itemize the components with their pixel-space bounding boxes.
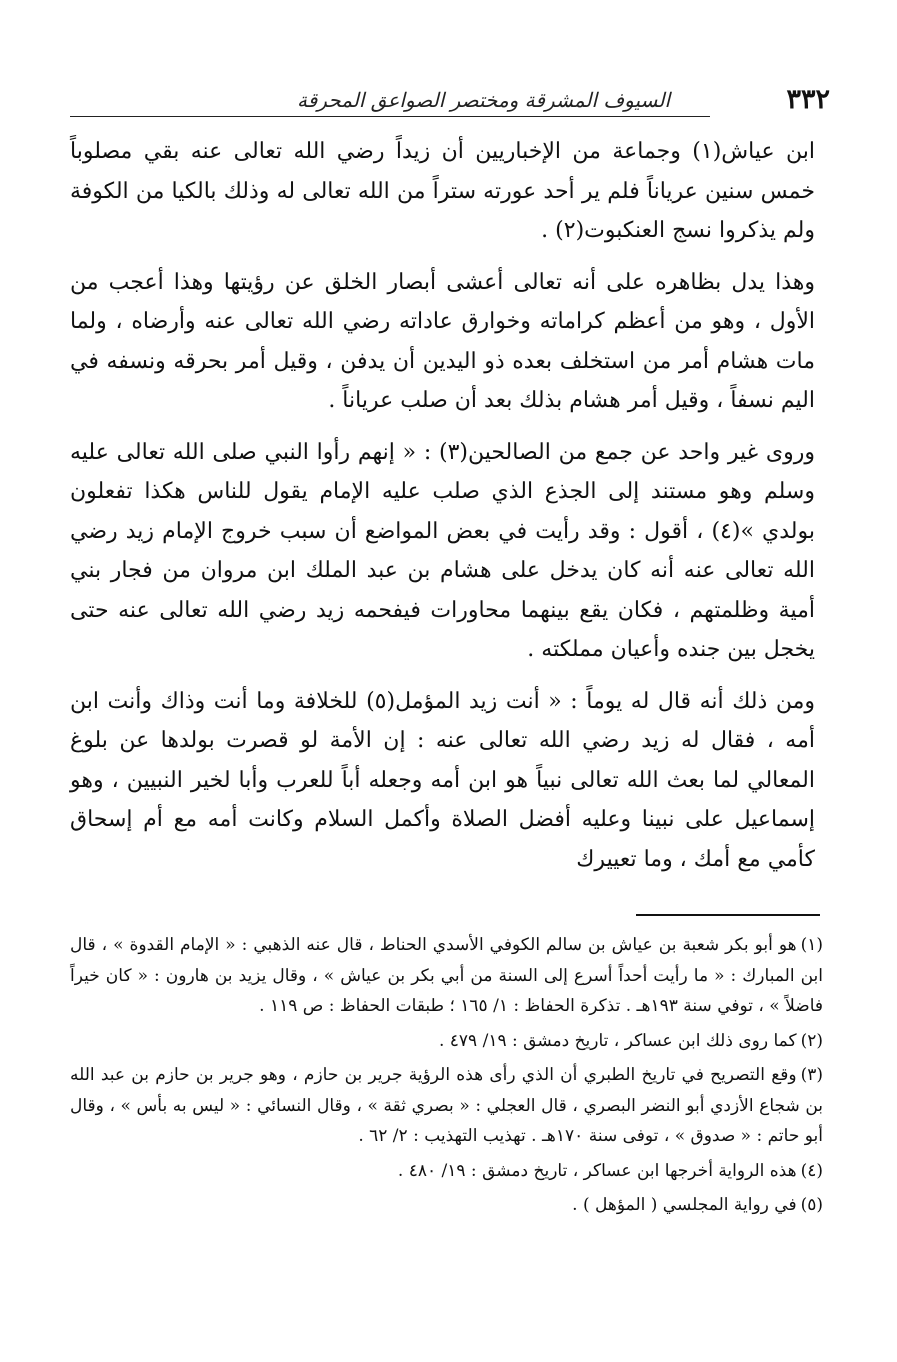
page-header bbox=[60, 84, 830, 120]
footnote bbox=[70, 930, 823, 1022]
paragraph: وروى غير واحد عن جمع من الصالحين(٣) : « إنهم رأوا النبي صلى الله تعالى عليه وسلم وهو مستند إلى الجذع الذي صلب عليه الإمام يقول للناس هكذا تفعلون بولدي »(٤) ، أقول : وقد رأيت في بعض المواضع أن سبب خروج الإمام زيد رضي الله تعالى عنه أنه كان يدخل على هشام بن عبد الملك ابن مروان من فجار بني أمية وظلمتهم ، فكان يقع بينهما محاورات فيفحمه زيد رضي الله تعالى عنه حتى يخجل بين جنده وأعيان مملكته . bbox=[70, 439, 815, 662]
footnote-rule bbox=[636, 914, 820, 916]
footnote-number: (٤) bbox=[800, 1160, 823, 1181]
footnote bbox=[70, 1060, 823, 1152]
paragraph: ومن ذلك أنه قال له يوماً : « أنت زيد المؤمل(٥) للخلافة وما أنت وذاك وأنت ابن أمه ، فقال له زيد رضي الله تعالى عنه : إن الأمة لو قصرت بولدها عن بلوغ المعالي لما بعث الله تعالى نبياً هو ابن أمه وجعله أباً للعرب وأبا لخير النبيين ، وهو إسماعيل على نبينا وعليه أفضل الصلاة وأكمل السلام وكانت أمه مع أم إسحاق كأمي مع أمك ، وما تعييرك bbox=[70, 688, 815, 872]
paragraph: ابن عياش(١) وجماعة من الإخباريين أن زيداً رضي الله تعالى عنه بقي مصلوباً خمس سنين عرياناً فلم ير أحد عورته ستراً من الله تعالى له وذلك بالكيا من الكوفة ولم يذكروا نسج العنكبوت(٢) . bbox=[70, 139, 815, 243]
footnote-text: في رواية المجلسي ( المؤهل ) . bbox=[572, 1195, 797, 1215]
header-rule bbox=[70, 116, 710, 117]
footnote-number: (٢) bbox=[800, 1030, 823, 1051]
page-number: ٣٣٢ bbox=[786, 84, 830, 115]
footnote-text: كما روى ذلك ابن عساكر ، تاريخ دمشق : ١٩/ ٤٧٩ . bbox=[438, 1030, 797, 1051]
footnotes bbox=[70, 930, 823, 1225]
footnote-number: (١) bbox=[800, 935, 823, 955]
running-title: السيوف المشرقة ومختصر الصواعق المحرقة bbox=[296, 88, 670, 112]
footnote bbox=[70, 1156, 823, 1187]
footnote-number: (٣) bbox=[800, 1065, 823, 1085]
paragraph: وهذا يدل بظاهره على أنه تعالى أعشى أبصار الخلق عن رؤيتها وهذا أعجب من الأول ، وهو من أعظم كراماته وخوارق عاداته رضي الله تعالى عنه وأرضاه ، ولما مات هشام أمر من استخلف بعده ذو اليدين أن يدفن ، وقيل أمر بحرقه ونسفه في اليم نسفاً ، وقيل أمر هشام بذلك بعد أن صلب عرياناً . bbox=[70, 269, 815, 413]
footnote-text: وقع التصريح في تاريخ الطبري أن الذي رأى هذه الرؤية جرير بن حازم ، وهو جرير بن حازم بن عبد الله بن شجاع الأزدي أبو النضر البصري ، قال العجلي : « بصري ثقة » ، وقال النسائي : « ليس به بأس » ، وقال أبو حاتم : « صدوق » ، توفى سنة ١٧٠هـ . تهذيب التهذيب : ٢/ ٦٢ . bbox=[70, 1065, 823, 1146]
footnote-text: هو أبو بكر شعبة بن عياش بن سالم الكوفي الأسدي الحناط ، قال عنه الذهبي : « الإمام القدوة » ، قال ابن المبارك : « ما رأيت أحداً أسرع إلى السنة من أبي بكر بن عياش » ، وقال يزيد بن هارون : « كان خيراً فاضلاً » ، توفي سنة ١٩٣هـ . تذكرة الحفاظ : ١/ ١٦٥ ؛ طبقات الحفاظ : ص ١١٩ . bbox=[70, 935, 823, 1016]
footnote-text: هذه الرواية أخرجها ابن عساكر ، تاريخ دمشق : ١٩/ ٤٨٠ . bbox=[397, 1160, 797, 1181]
footnote bbox=[70, 1026, 823, 1057]
main-text bbox=[70, 132, 815, 891]
footnote bbox=[70, 1190, 823, 1221]
footnote-number: (٥) bbox=[800, 1195, 823, 1215]
